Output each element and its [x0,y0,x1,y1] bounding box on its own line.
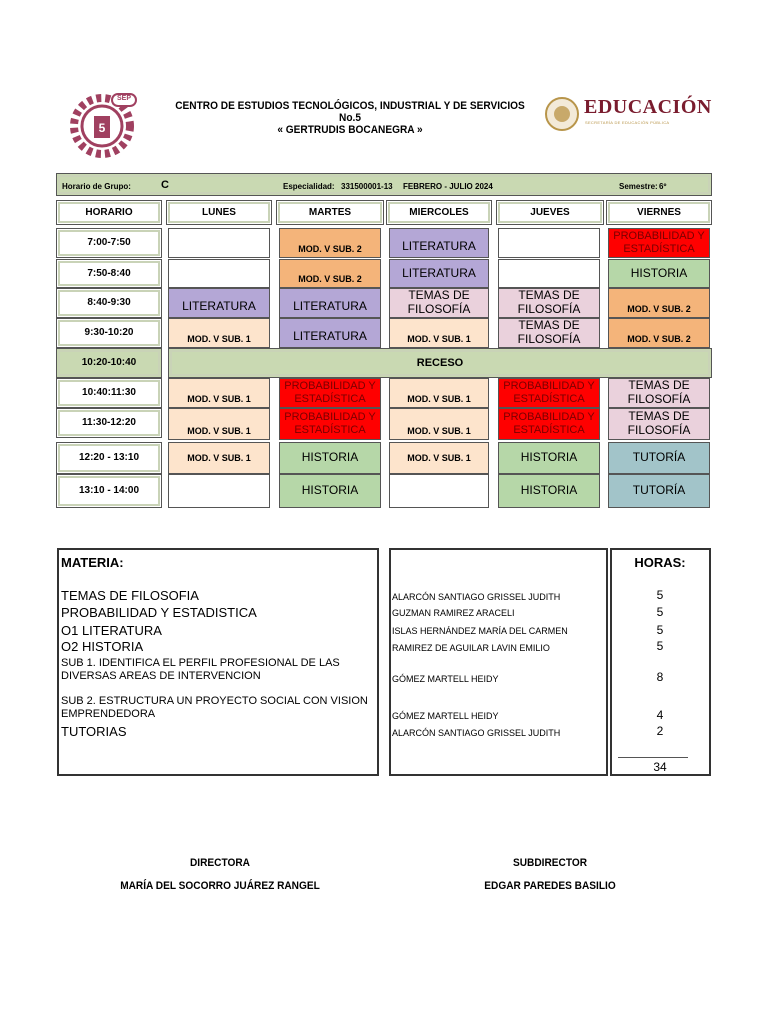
signature-right-name: EDGAR PAREDES BASILIO [484,880,616,892]
class-cell-empty [389,474,489,508]
legend-teacher: ALARCÓN SANTIAGO GRISSEL JUDITH [392,728,561,738]
time-slot: 7:00-7:50 [56,228,162,258]
class-cell: TEMAS DE FILOSOFÍA [389,288,489,318]
semester-value: 6º [659,182,667,191]
signature-left-title: DIRECTORA [189,857,250,869]
class-cell-empty [168,259,270,288]
class-cell: MOD. V SUB. 1 [168,378,270,408]
educacion-logo-text: EDUCACIÓN [584,96,712,118]
time-header: HORARIO [56,200,162,225]
class-cell: PROBABILIDAD Y ESTADÍSTICA [498,378,600,408]
legend-teacher-box [389,548,608,776]
logo-sep-text: SEP [117,95,132,102]
legend-subject: SUB 1. IDENTIFICA EL PERFIL PROFESIONAL DE LAS DIVERSAS AREAS DE INTERVENCION [61,657,340,683]
educacion-logo-sub: SECRETARÍA DE EDUCACIÓN PÚBLICA [585,120,670,125]
class-cell: LITERATURA [279,318,381,348]
time-slot: 10:40:11:30 [56,378,162,408]
institution-title: CENTRO DE ESTUDIOS TECNOLÓGICOS, INDUSTRIAL Y DE SERVICIOS No.5 [175,100,525,124]
class-cell-empty [168,474,270,508]
legend-hours: 8 [656,670,664,684]
time-slot-recess: 10:20-10:40 [56,348,162,378]
class-cell: MOD. V SUB. 2 [279,259,381,288]
legend-subject: O1 LITERATURA [61,623,162,638]
class-cell: TEMAS DE FILOSOFÍA [498,318,600,348]
class-cell: HISTORIA [279,474,381,508]
legend-subject: O2 HISTORIA [61,639,144,654]
class-cell: MOD. V SUB. 1 [389,378,489,408]
class-cell: LITERATURA [168,288,270,318]
signature-right-title: SUBDIRECTOR [512,857,588,869]
legend-hours: 5 [656,588,664,602]
legend-hours: 4 [656,708,664,722]
period: FEBRERO - JULIO 2024 [403,182,493,191]
time-slot: 12:20 - 13:10 [56,442,162,474]
signature-left-name: MARÍA DEL SOCORRO JUÁREZ RANGEL [120,880,320,892]
legend-hours: 5 [656,639,664,653]
group-info-bar [56,173,712,196]
day-header: MARTES [276,200,384,225]
legend-teacher: ISLAS HERNÁNDEZ MARÍA DEL CARMEN [392,626,568,636]
legend-subject: SUB 2. ESTRUCTURA UN PROYECTO SOCIAL CON VISION EMPRENDEDORA [61,695,368,721]
class-cell: TEMAS DE FILOSOFÍA [608,408,710,440]
legend-teacher: GÓMEZ MARTELL HEIDY [392,711,499,721]
time-slot: 9:30-10:20 [56,318,162,348]
svg-text:5: 5 [98,121,106,135]
class-cell-empty [498,228,600,258]
class-cell: MOD. V SUB. 1 [168,442,270,474]
cetis-logo [68,88,140,160]
class-cell-empty [168,228,270,258]
class-cell: TEMAS DE FILOSOFÍA [498,288,600,318]
legend-hours-header: HORAS: [634,555,686,570]
legend-hours-box [610,548,711,776]
legend-hours: 5 [656,605,664,619]
day-header: MIERCOLES [386,200,492,225]
class-cell: HISTORIA [608,259,710,288]
legend-subject: PROBABILIDAD Y ESTADISTICA [61,605,257,620]
class-cell: LITERATURA [389,259,489,288]
school-name: « GERTRUDIS BOCANEGRA » [277,124,423,136]
class-cell: MOD. V SUB. 1 [389,318,489,348]
semester-label: Semestre: [619,182,658,191]
time-slot: 7:50-8:40 [56,259,162,288]
group-label: Horario de Grupo: [62,182,131,191]
time-slot: 8:40-9:30 [56,288,162,318]
legend-hours: 2 [656,724,664,738]
day-header: LUNES [166,200,272,225]
time-slot: 11:30-12:20 [56,408,162,438]
class-cell: MOD. V SUB. 1 [389,408,489,440]
class-cell: MOD. V SUB. 2 [608,318,710,348]
legend-subject: TEMAS DE FILOSOFIA [61,588,199,603]
class-cell: PROBABILIDAD Y ESTADÍSTICA [279,378,381,408]
legend-teacher: GÓMEZ MARTELL HEIDY [392,674,499,684]
day-header: JUEVES [496,200,604,225]
class-cell: PROBABILIDAD Y ESTADÍSTICA [279,408,381,440]
class-cell: MOD. V SUB. 1 [168,408,270,440]
class-cell: HISTORIA [279,442,381,474]
class-cell: HISTORIA [498,474,600,508]
class-cell: PROBABILIDAD Y ESTADÍSTICA [498,408,600,440]
legend-hours: 5 [656,623,664,637]
class-cell: TUTORÍA [608,474,710,508]
legend-subject: TUTORIAS [61,724,127,739]
specialty-value: 331500001-13 [341,182,393,191]
class-cell: MOD. V SUB. 1 [168,318,270,348]
legend-teacher: GUZMAN RAMIREZ ARACELI [392,608,515,618]
legend-teacher: RAMIREZ DE AGUILAR LAVIN EMILIO [392,643,550,653]
class-cell: MOD. V SUB. 1 [389,442,489,474]
day-header: VIERNES [606,200,712,225]
class-cell: TEMAS DE FILOSOFÍA [608,378,710,408]
class-cell: MOD. V SUB. 2 [608,288,710,318]
class-cell: MOD. V SUB. 2 [279,228,381,258]
recess-bar: RECESO [168,348,712,378]
time-slot: 13:10 - 14:00 [56,474,162,508]
class-cell: TUTORÍA [608,442,710,474]
class-cell-empty [498,259,600,288]
class-cell: LITERATURA [279,288,381,318]
specialty-label: Especialidad: [283,182,335,191]
legend-total-line [618,757,688,758]
sep-logo [544,94,714,134]
class-cell: PROBABILIDAD Y ESTADÍSTICA [608,228,710,258]
legend-subject-header: MATERIA: [61,555,124,570]
class-cell: LITERATURA [389,228,489,258]
class-cell: HISTORIA [498,442,600,474]
legend-total: 34 [653,760,667,774]
legend-teacher: ALARCÓN SANTIAGO GRISSEL JUDITH [392,592,561,602]
group-value: C [161,179,169,191]
